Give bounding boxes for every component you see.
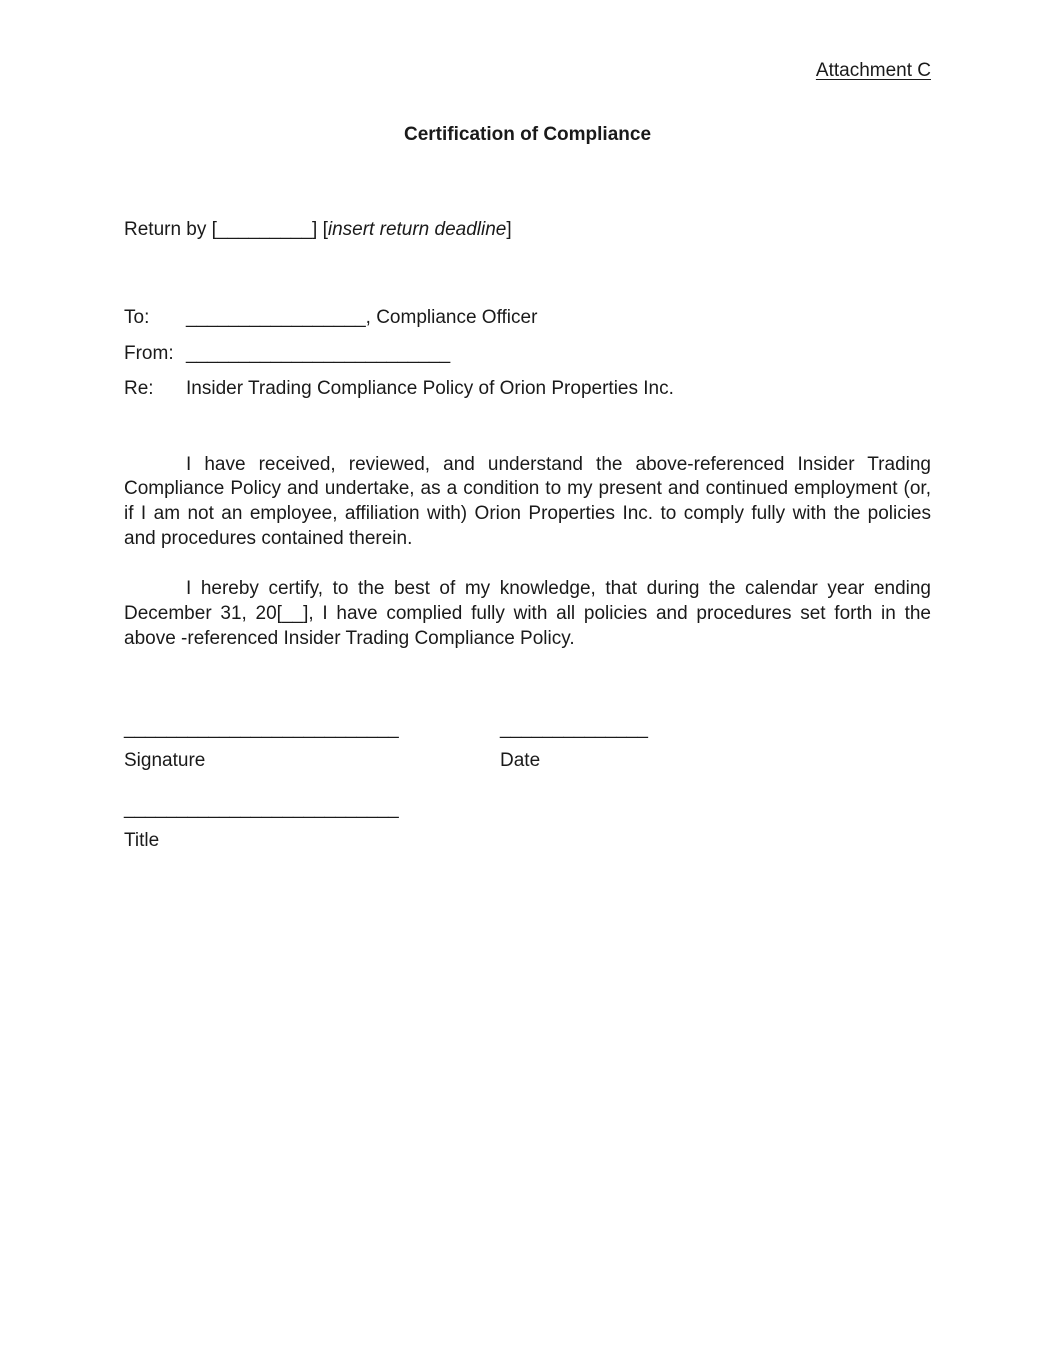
body-paragraph-2: I hereby certify, to the best of my knowledge, that during the calendar year ending December 31, 20[__], I have complied fully with all policies and procedures set forth in the above -referenced Insider Trading Compliance Policy. xyxy=(124,578,931,649)
title-block xyxy=(124,795,931,853)
to-suffix: , Compliance Officer xyxy=(365,307,538,328)
attachment-label: Attachment C xyxy=(815,60,931,81)
return-by-line xyxy=(124,218,931,242)
return-by-suffix: ] xyxy=(506,219,512,240)
signature-blank-line: __________________________ xyxy=(124,718,399,740)
address-fields xyxy=(124,300,931,407)
from-line xyxy=(124,336,931,372)
from-blank-line: _________________________ xyxy=(186,342,451,364)
date-label: Date xyxy=(500,750,541,772)
re-text: Insider Trading Compliance Policy of Orion Properties Inc. xyxy=(186,378,674,399)
to-blank-line: _________________ xyxy=(186,307,366,328)
date-blank-line: ______________ xyxy=(500,718,648,740)
signature-label: Signature xyxy=(124,750,206,772)
return-by-prefix: Return by [_________] [ xyxy=(124,219,328,240)
re-line xyxy=(124,371,931,407)
return-deadline-placeholder: insert return deadline xyxy=(327,219,507,240)
page-title: Certification of Compliance xyxy=(403,124,652,145)
title-blank-line: __________________________ xyxy=(124,798,399,820)
date-block xyxy=(500,715,648,773)
from-label: From: xyxy=(124,342,174,364)
signature-date-row xyxy=(124,715,931,773)
re-label: Re: xyxy=(124,378,154,399)
to-label: To: xyxy=(124,307,150,328)
to-line xyxy=(124,300,931,336)
title-label: Title xyxy=(124,830,160,852)
signature-block xyxy=(124,715,500,773)
body-paragraph-1: I have received, reviewed, and understand the above-referenced Insider Trading Compliance Policy and undertake, as a condition to my present and continued employment (or, if I am not an employee, affiliation with) Orion Properties Inc. to comply fully with the policies and procedures contained therein. xyxy=(124,453,931,549)
